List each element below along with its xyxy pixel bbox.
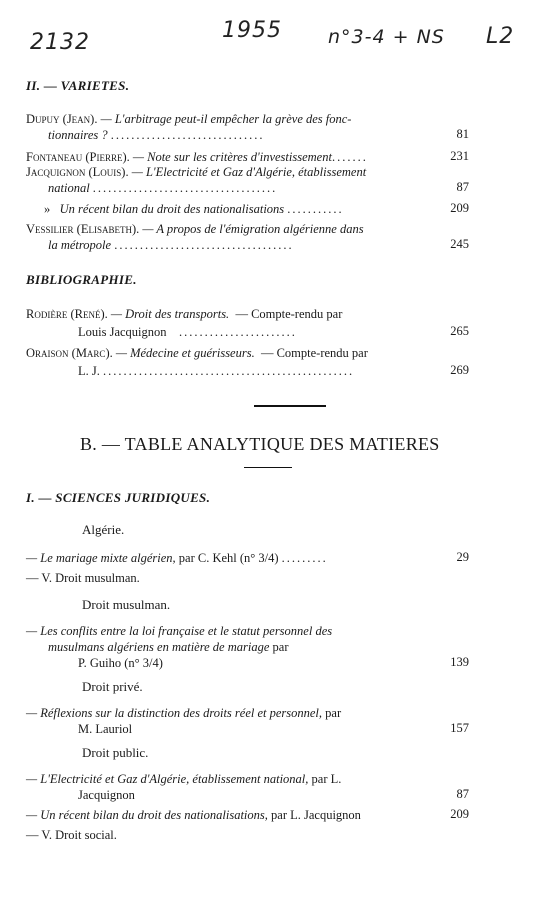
divider <box>244 467 292 468</box>
handwritten-annotation: 2132 <box>30 30 90 55</box>
index-entry-cont: Jacquignon <box>78 788 135 802</box>
section-heading: I. — SCIENCES JURIDIQUES. <box>26 490 211 505</box>
page-number: 157 <box>450 721 469 735</box>
biblio-entry-cont: L. J. ................................................. <box>78 364 355 378</box>
page-number: 245 <box>450 237 469 251</box>
toc-entry: » Un récent bilan du droit des nationalisations ........... <box>44 202 344 216</box>
toc-entry: Fontaneau (Pierre). — Note sur les critères d'investissement....... <box>26 150 368 164</box>
index-entry: — V. Droit social. <box>26 828 117 842</box>
page-number: 139 <box>450 655 469 669</box>
toc-entry: Vessilier (Elisabeth). — A propos de l'émigration algérienne dans <box>26 222 364 236</box>
page-number: 209 <box>450 201 469 215</box>
index-entry: — Les conflits entre la loi française et le statut personnel des <box>26 624 333 638</box>
divider <box>254 405 326 407</box>
page-number: 265 <box>450 324 469 338</box>
biblio-entry-cont: Louis Jacquignon ....................... <box>78 325 297 339</box>
toc-entry: Jacquignon (Louis). — L'Electricité et Gaz d'Algérie, établissement <box>26 165 367 179</box>
page-number: 81 <box>456 127 469 141</box>
subject-heading: Droit musulman. <box>82 597 171 612</box>
subject-heading: Algérie. <box>82 522 125 537</box>
page-number: 87 <box>456 180 469 194</box>
handwritten-annotation: n°3-4 + NS <box>328 26 445 48</box>
subject-heading: Droit public. <box>82 745 149 760</box>
page-number: 231 <box>450 149 469 163</box>
biblio-entry: Oraison (Marc). — Médecine et guérisseurs. — Compte-rendu par <box>26 346 368 360</box>
page-title: B. — TABLE ANALYTIQUE DES MATIERES <box>80 434 440 454</box>
index-entry: — Réflexions sur la distinction des droits réel et personnel, par <box>26 706 342 720</box>
index-entry: — Le mariage mixte algérien, par C. Kehl (n° 3/4) ......... <box>26 551 328 565</box>
index-entry: — L'Electricité et Gaz d'Algérie, établissement national, par L. <box>26 772 342 786</box>
index-entry-cont: M. Lauriol <box>78 722 133 736</box>
page-number: 87 <box>456 787 469 801</box>
section-heading: II. — VARIETES. <box>26 78 130 93</box>
toc-entry: Dupuy (Jean). — L'arbitrage peut-il empêcher la grève des fonc- <box>26 112 352 126</box>
toc-entry-cont: la métropole ................................... <box>48 238 294 252</box>
page-number: 209 <box>450 807 469 821</box>
biblio-entry: Rodière (René). — Droit des transports. — Compte-rendu par <box>26 307 343 321</box>
page-number: 269 <box>450 363 469 377</box>
section-heading: BIBLIOGRAPHIE. <box>26 272 137 287</box>
toc-entry-cont: national .................................... <box>48 181 278 195</box>
index-entry: — Un récent bilan du droit des nationalisations, par L. Jacquignon <box>26 808 361 822</box>
subject-heading: Droit privé. <box>82 679 143 694</box>
index-entry: — V. Droit musulman. <box>26 571 140 585</box>
page-number: 29 <box>456 550 469 564</box>
toc-entry-cont: tionnaires ? .............................. <box>48 128 265 142</box>
handwritten-annotation: 1955 <box>222 18 282 43</box>
handwritten-annotation: L2 <box>486 24 515 49</box>
index-entry-cont: P. Guiho (n° 3/4) <box>78 656 163 670</box>
index-entry-cont: musulmans algériens en matière de mariage par <box>48 640 289 654</box>
